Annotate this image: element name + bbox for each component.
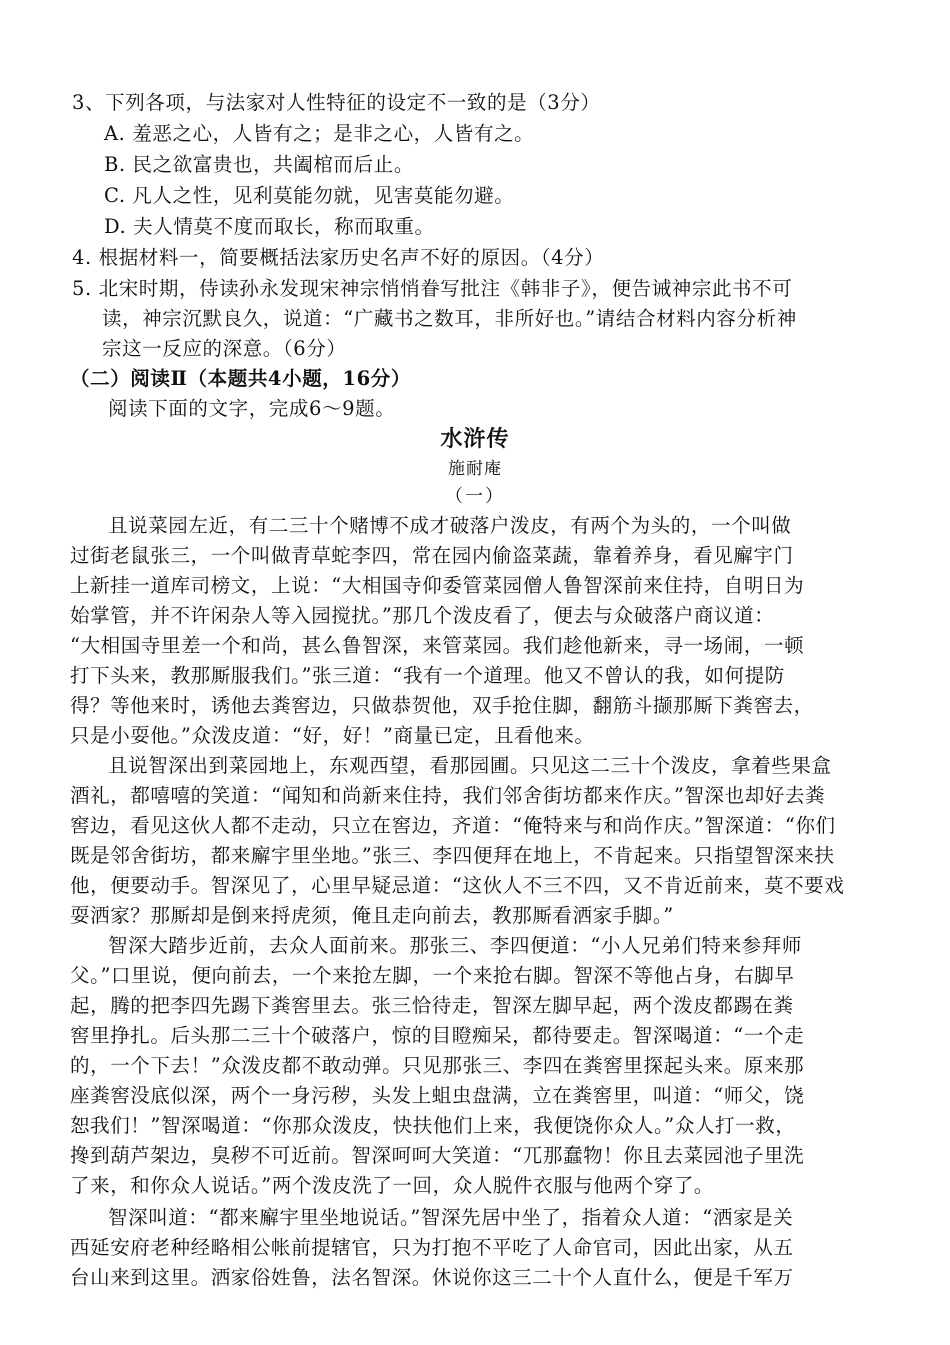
question-3-option-b: B. 民之欲富贵也，共阖棺而后止。 [104,153,414,176]
paragraph-line: 父。”口里说，便向前去，一个来抢左脚，一个来抢右脚。智深不等他占身，右脚早 [70,964,795,987]
paragraph-line: 上新挂一道库司榜文，上说：“大相国寺仰委管菜园僧人鲁智深前来住持，自明日为 [70,574,805,597]
question-3-option-c: C. 凡人之性，见利莫能勿就，见害莫能勿避。 [104,184,515,207]
question-5-line: 读，神宗沉默良久，说道：“广藏书之数耳，非所好也。”请结合材料内容分析神 [102,307,797,330]
paragraph-line: 西延安府老种经略相公帐前提辖官，只为打抱不平吃了人命官司，因此出家，从五 [70,1236,794,1259]
paragraph-line: 台山来到这里。洒家俗姓鲁，法名智深。休说你这三二十个人直什么，便是千军万 [70,1266,794,1289]
paragraph-line: 耍洒家？那厮却是倒来捋虎须，俺且走向前去，教那厮看洒家手脚。” [70,904,674,927]
paragraph-line: 过街老鼠张三，一个叫做青草蛇李四，常在园内偷盗菜蔬，靠着养身，看见廨宇门 [70,544,794,567]
question-4: 4. 根据材料一，简要概括法家历史名声不好的原因。（4分） [72,246,605,269]
question-5-line: 5. 北宋时期，侍读孙永发现宋神宗悄悄眷写批注《韩非子》，便告诫神宗此书不可 [72,277,793,300]
paragraph-line: 酒礼，都嘻嘻的笑道：“闻知和尚新来住持，我们邻舍街坊都来作庆。”智深也却好去粪 [70,784,826,807]
paragraph-line: 智深叫道：“都来廨宇里坐地说话。”智深先居中坐了，指着众人道：“洒家是关 [108,1206,794,1229]
paragraph-line: 始掌管，并不许闲杂人等入园搅扰。”那几个泼皮看了，便去与众破落户商议道： [70,604,775,627]
question-3-option-d: D. 夫人情莫不度而取长，称而取重。 [104,215,435,238]
question-5-line: 宗这一反应的深意。（6分） [102,337,347,360]
paragraph-line: 得？等他来时，诱他去粪窖边，只做恭贺他，双手抢住脚，翻筋斗撷那厮下粪窖去， [70,694,814,717]
paragraph-line: 既是邻舍街坊，都来廨宇里坐地。”张三、李四便拜在地上，不肯起来。只指望智深来扶 [70,844,835,867]
section-instruction: 阅读下面的文字，完成6～9题。 [108,397,396,420]
story-title: 水浒传 [440,426,510,452]
paragraph-line: 打下头来，教那厮服我们。”张三道：“我有一个道理。他又不曾认的我，如何提防 [70,664,785,687]
paragraph-line: 窖边，看见这伙人都不走动，只立在窖边，齐道：“俺特来与和尚作庆。”智深道：“你们 [70,814,836,837]
section-heading: （二）阅读Ⅱ（本题共4小题，16分） [70,367,411,390]
paragraph-line: “大相国寺里差一个和尚，甚么鲁智深，来管菜园。我们趁他新来，寻一场闹，一顿 [70,634,805,657]
story-part-number: （一） [445,486,505,507]
paragraph-line: 只是小耍他。”众泼皮道：“好，好！”商量已定，且看他来。 [70,724,595,747]
paragraph-line: 座粪窖没底似深，两个一身污秽，头发上蛆虫盘满，立在粪窖里，叫道：“师父，饶 [70,1084,805,1107]
paragraph-line: 搀到葫芦架边，臭秽不可近前。智深呵呵大笑道：“兀那蠢物！你且去菜园池子里洗 [70,1144,805,1167]
paragraph-line: 智深大踏步近前，去众人面前来。那张三、李四便道：“小人兄弟们特来参拜师 [108,934,802,957]
paragraph-line: 了来，和你众人说话。”两个泼皮洗了一回，众人脱件衣服与他两个穿了。 [70,1174,715,1197]
paragraph-line: 恕我们！”智深喝道：“你那众泼皮，快扶他们上来，我便饶你众人。”众人打一救， [70,1114,796,1137]
paragraph-line: 且说菜园左近，有二三十个赌博不成才破落户泼皮，有两个为头的，一个叫做 [108,514,792,537]
paragraph-line: 起，腾的把李四先踢下粪窖里去。张三恰待走，智深左脚早起，两个泼皮都踢在粪 [70,994,794,1017]
story-author: 施耐庵 [448,459,502,479]
question-3-stem: 3、下列各项，与法家对人性特征的设定不一致的是（3分） [72,91,601,114]
paragraph-line: 窖里挣扎。后头那二三十个破落户，惊的目瞪痴呆，都待要走。智深喝道：“一个走 [70,1024,805,1047]
paragraph-line: 他，便要动手。智深见了，心里早疑忌道：“这伙人不三不四，又不肯近前来，莫不要戏 [70,874,845,897]
paragraph-line: 且说智深出到菜园地上，东观西望，看那园圃。只见这二三十个泼皮，拿着些果盒 [108,754,832,777]
paragraph-line: 的，一个下去！”众泼皮都不敢动弹。只见那张三、李四在粪窖里探起头来。原来那 [70,1054,805,1077]
question-3-option-a: A. 羞恶之心，人皆有之；是非之心，人皆有之。 [104,122,535,145]
